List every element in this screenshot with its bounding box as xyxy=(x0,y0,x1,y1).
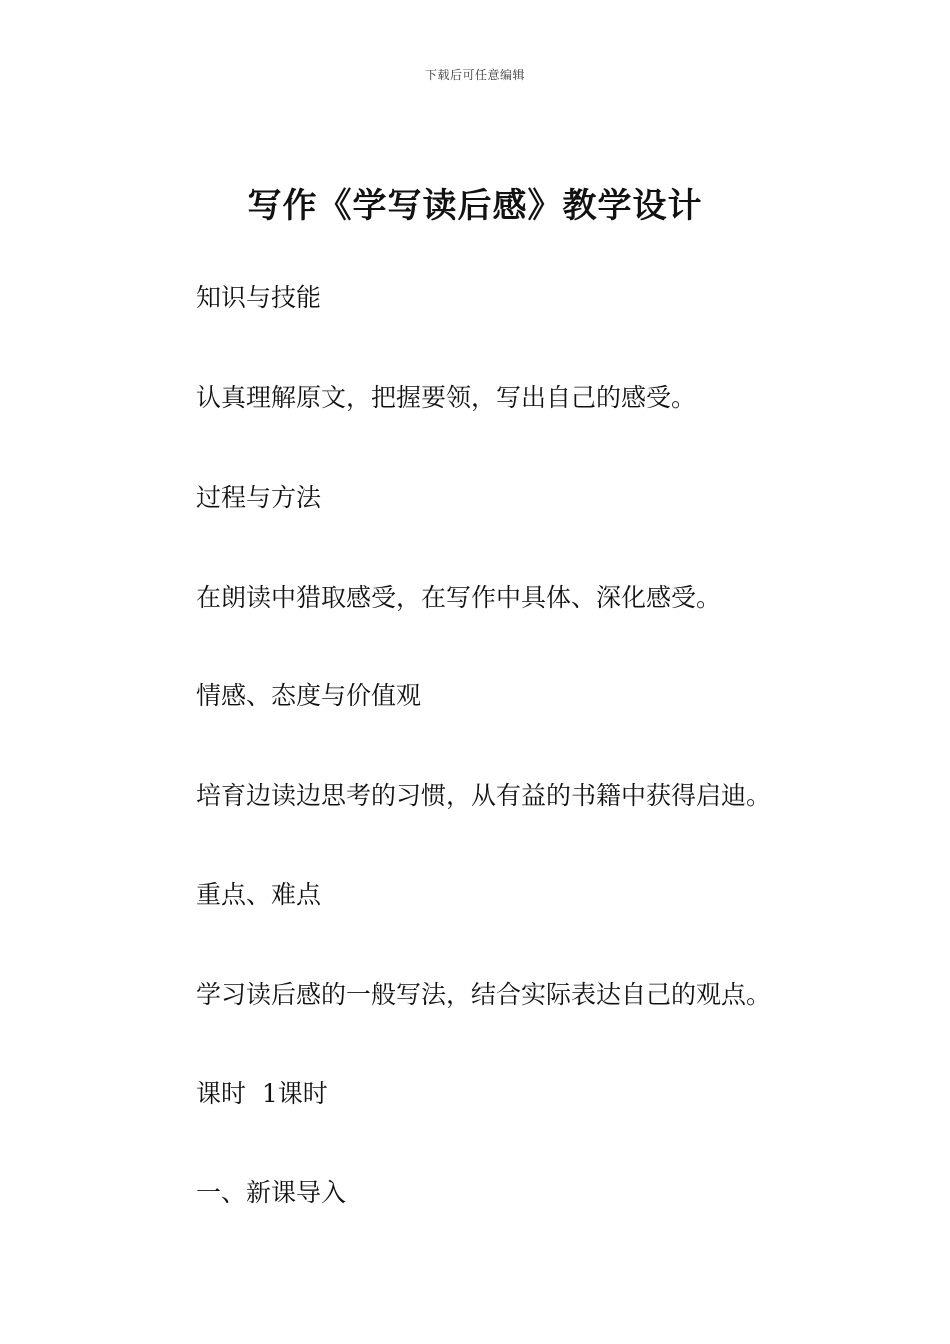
section-heading-knowledge-skills: 知识与技能 xyxy=(196,283,322,312)
class-hours-line: 课时 1课时 xyxy=(196,1079,328,1108)
section-heading-emotion-values: 情感、态度与价值观 xyxy=(196,681,422,710)
paragraph-knowledge-skills: 认真理解原文，把握要领，写出自己的感受。 xyxy=(196,383,697,412)
paragraph-emotion-values: 培育边读边思考的习惯，从有益的书籍中获得启迪。 xyxy=(196,781,772,810)
section-heading-new-lesson-intro: 一、新课导入 xyxy=(196,1178,347,1207)
paragraph-key-points: 学习读后感的一般写法，结合实际表达自己的观点。 xyxy=(196,980,772,1009)
section-heading-key-points: 重点、难点 xyxy=(196,880,322,909)
paragraph-process-methods: 在朗读中猎取感受，在写作中具体、深化感受。 xyxy=(196,583,722,612)
document-title: 写作《学写读后感》教学设计 xyxy=(247,186,703,226)
header-note: 下载后可任意编辑 xyxy=(424,68,525,82)
section-heading-process-methods: 过程与方法 xyxy=(196,483,322,512)
